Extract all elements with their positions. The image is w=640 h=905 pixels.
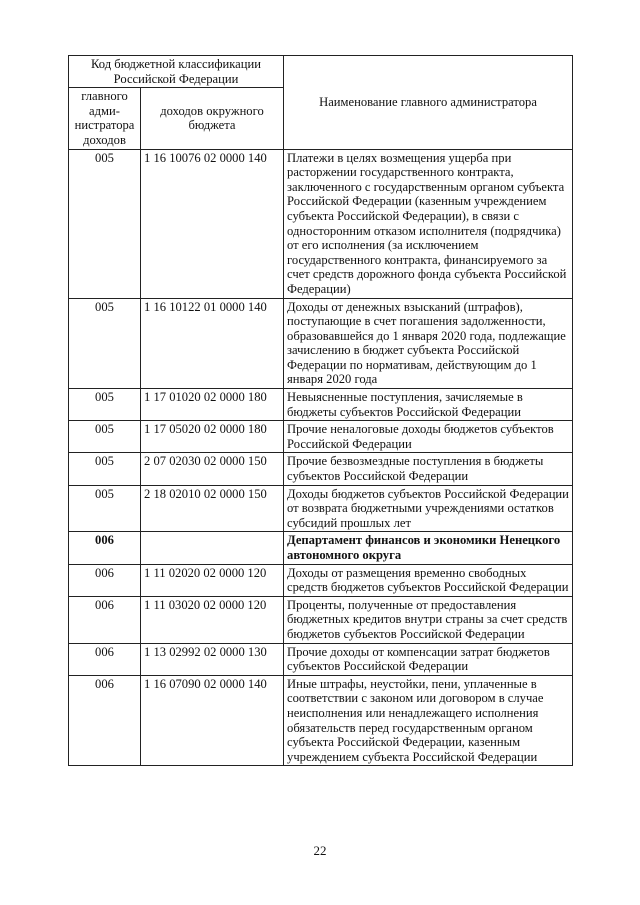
budget-classification-table — [68, 55, 573, 766]
admin-code-cell: 006 — [69, 643, 141, 675]
income-code-cell: 1 16 10122 01 0000 140 — [141, 298, 284, 389]
table-row — [69, 675, 573, 766]
header-district-budget-income: доходов окружного бюджета — [141, 88, 284, 149]
table-row — [69, 389, 573, 421]
administrator-name-cell: Прочие доходы от компенсации затрат бюджетов субъектов Российской Федерации — [284, 643, 573, 675]
administrator-name-cell: Доходы от денежных взысканий (штрафов), поступающие в счет погашения задолженности, образовавшейся до 1 января 2020 года, подлежащие зачислению в бюджет субъекта Российской Федерации по нормативам, действующим до 1 января 2020 года — [284, 298, 573, 389]
administrator-name-cell: Доходы бюджетов субъектов Российской Федерации от возврата бюджетными учреждениями остатков субсидий прошлых лет — [284, 485, 573, 532]
income-code-cell: 1 13 02992 02 0000 130 — [141, 643, 284, 675]
administrator-name-cell: Доходы от размещения временно свободных средств бюджетов субъектов Российской Федерации — [284, 564, 573, 596]
income-code-cell: 1 17 01020 02 0000 180 — [141, 389, 284, 421]
admin-code-cell: 006 — [69, 532, 141, 564]
admin-code-cell: 005 — [69, 453, 141, 485]
income-code-cell: 2 18 02010 02 0000 150 — [141, 485, 284, 532]
admin-code-cell: 005 — [69, 421, 141, 453]
administrator-name-cell: Невыясненные поступления, зачисляемые в бюджеты субъектов Российской Федерации — [284, 389, 573, 421]
income-code-cell: 1 11 03020 02 0000 120 — [141, 596, 284, 643]
table-section-row — [69, 532, 573, 564]
income-code-cell: 1 16 07090 02 0000 140 — [141, 675, 284, 766]
table-row — [69, 298, 573, 389]
table-row — [69, 149, 573, 298]
admin-code-cell: 005 — [69, 298, 141, 389]
admin-code-cell: 005 — [69, 389, 141, 421]
administrator-name-cell: Прочие неналоговые доходы бюджетов субъектов Российской Федерации — [284, 421, 573, 453]
income-code-cell: 1 17 05020 02 0000 180 — [141, 421, 284, 453]
header-classification-code: Код бюджетной классификации Российской Федерации — [69, 56, 284, 88]
admin-code-cell: 006 — [69, 596, 141, 643]
admin-code-cell: 006 — [69, 675, 141, 766]
administrator-name-cell: Прочие безвозмездные поступления в бюджеты субъектов Российской Федерации — [284, 453, 573, 485]
income-code-cell: 1 11 02020 02 0000 120 — [141, 564, 284, 596]
table-row — [69, 421, 573, 453]
table-row — [69, 485, 573, 532]
header-main-administrator: главного адми-нистратора доходов — [69, 88, 141, 149]
table-row — [69, 564, 573, 596]
administrator-name-cell: Проценты, полученные от предоставления бюджетных кредитов внутри страны за счет средств бюджетов субъектов Российской Федерации — [284, 596, 573, 643]
table-row — [69, 596, 573, 643]
administrator-name-cell: Платежи в целях возмещения ущерба при расторжении государственного контракта, заключенного с государственным органом субъекта Российской Федерации (казенным учреждением субъекта Российской Федерации), в связи с односторонним отказом исполнителя (подрядчика) от его исполнения (за исключением государственного контракта, финансируемого за счет средств дорожного фонда субъекта Российской Федерации) — [284, 149, 573, 298]
table-row — [69, 453, 573, 485]
administrator-name-cell: Департамент финансов и экономики Ненецкого автономного округа — [284, 532, 573, 564]
admin-code-cell: 006 — [69, 564, 141, 596]
income-code-cell — [141, 532, 284, 564]
admin-code-cell: 005 — [69, 485, 141, 532]
income-code-cell: 1 16 10076 02 0000 140 — [141, 149, 284, 298]
table-row — [69, 643, 573, 675]
administrator-name-cell: Иные штрафы, неустойки, пени, уплаченные в соответствии с законом или договором в случае неисполнения или ненадлежащего исполнения обязательств перед государственным органом субъекта Российской Федерации, казенным учреждением субъекта Российской Федерации — [284, 675, 573, 766]
table-body — [69, 149, 573, 766]
admin-code-cell: 005 — [69, 149, 141, 298]
header-administrator-name: Наименование главного администратора — [284, 56, 573, 150]
page-number: 22 — [313, 843, 327, 858]
income-code-cell: 2 07 02030 02 0000 150 — [141, 453, 284, 485]
